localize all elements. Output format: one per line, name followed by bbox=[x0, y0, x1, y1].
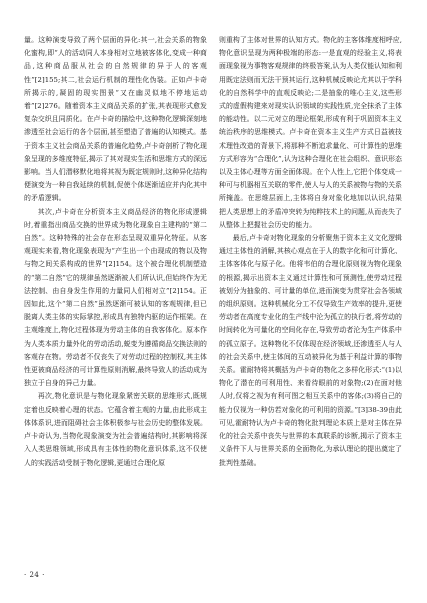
right-column bbox=[219, 34, 402, 562]
left-column bbox=[24, 34, 207, 562]
paragraph: 其次,卢卡奇在分析资本主义商品经济的物化形成逻辑时,着重指出商品交换的世界成为物化现象自主建构的“第二自然”。这种特殊的社会存在形态呈现双重异化特征。从客观现实来看,物化现象表现为“产生出一个由现成的物以及物与物之间关系构成的世界”[2]154。这个被合理化机制塑造的“第二自然”它的规律虽然逐渐被人们所认识,但始终作为无法控制、由自身发生作用的力量同人们相对立”[2]154。正因如此,这个“第二自然”虽然逐渐可被认知的客观规律,但已脱离人类主体的实际掌控,形成具有独特内驱的运作框架。在主观维度上,物化过程体现为劳动主体的自我客体化。原本作为人类本质力量外化的劳动活动,蜕变为遵循商品交换法则的客观存在物。劳动者不仅丧失了对劳动过程的控制权,其主体性更被商品经济的可计算性原则消解,最终导致人的活动成为独立于自身的异己力量。 bbox=[24, 207, 207, 388]
paragraph: 再次,物化意识是与物化现象紧密关联的思维形式,既规定着也反映着心理的状态。它蕴含着主观的力量,由此形成主体体系识,进而阻碍社会主体积极参与社会历史的整体发展。卢卡奇认为,当物化现象演变为社会普遍结构时,其影响将深入人类思维领域,形成具有主体性的物化意识体系,这不仅使人的实践活动受制于物化逻辑,更通过合理化原 bbox=[24, 392, 207, 467]
paragraph: 最后,卢卡奇对物化现象的分析聚焦于资本主义文化逻辑通过主体性的消解,其核心观点在于人的数字化和可计算化、主体客体化与原子化。他将韦伯的合理化原则视为物化现象的根源,揭示出资本主义通过计算性和可预测性,使劳动过程被划分为抽象的、可计量的单位,进而演变为贯穿社会各领域的组织原则。这种机械化分工不仅导致生产效率的提升,更使劳动者在高度专业化的生产线中沦为孤立的执行者,将劳动的时间转化为可量化的空间化存在,导致劳动者沦为生产体系中的孤立原子。这种物化不仅体现在经济领域,还渗透至人与人的社会关系中,使主体间的互动被异化为基于利益计算的事物关系。霍耐特将其概括为卢卡奇的物化之多样化形式:“(1)以物化了潜在的可利用性、来看待眼前的对象物;(2)在面对他人时,仅将之视为有利可图之相互关系中的客体;(3)将自己的能力仅视为一种仿若对象化的可利用的资源。”[3]38-39由此可见,霍耐特认为卢卡奇的物化批判理论本质上是对主体在异化的社会关系中丧失与世界的本真联系的诊断,揭示了资本主义条件下人与世界关系的全面物化,为承认理论的提出奠定了批判性基础。 bbox=[219, 234, 402, 467]
paragraph: 量。这种演变导致了两个层面的异化:其一,社会关系的物象化蜜构,即“人的活动同人本身相对立地被客体化,变成一种商品,这种商品服从社会的自然规律的异于人的客观性”[2]155;其二,社会运行机制的理性化伪装。正如卢卡奇所揭示的,凝固的现实图景“又在幽灵似地不停地运动着”[2]276。随着资本主义商品关系的扩张,其表现形式愈发复杂交织且同质化。在卢卡奇的描绘中,这种物化逻辑深刻地渗透至社会运行的各个层面,甚至塑造了普遍的认知模式。基于资本主义社会商品关系的普遍化趋势,卢卡奇剖析了物化现象呈现的多维度特征,揭示了其对现实生活和思维方式的深远影响。当人们潜移默化地将其视为既定规则时,这种异化结构便演变为一种自我延续的机制,促使个体逐渐适应并内化其中的矛盾逻辑。 bbox=[24, 36, 207, 203]
paragraph: 则重构了主体对世界的认知方式。物化的主客体维度相呼应,物化意识呈现为两种极端的形态:一是直观的经验主义,将表面现象视为事物客观规律的终极答案,认为人类仅能认知和利用既定法则而无法干预其运行,这种机械反映论尤其以于学科化的自然科学中的直观反映论;二是抽象的唯心主义,这些形式的虚假构建来对现实认识领域的实践性质,完全抹杀了主体的能动性。以二元对立的理论框架,形成有利于巩固资本主义统治秩序的思维模式。卢卡奇在资本主义生产方式日益被技术理性改造的背景下,将那种不断追求量化、可计算性的思维方式形容为“合理化”,认为这种合理化在社会组织、意识形态以及主体心理等方面全面体现。在个人性上,它把个体变成一种可与机器相互关联的零件,使人与人的关系被物与物的关系所掩盖。在思维层面上,主体将自身对象化地加以认识,结果把人类思想上的矛盾冲突转为纯粹技术上的问题,从而丧失了从整体上把握社会历史的能力。 bbox=[219, 36, 402, 229]
page-number: · 24 · bbox=[24, 571, 45, 579]
